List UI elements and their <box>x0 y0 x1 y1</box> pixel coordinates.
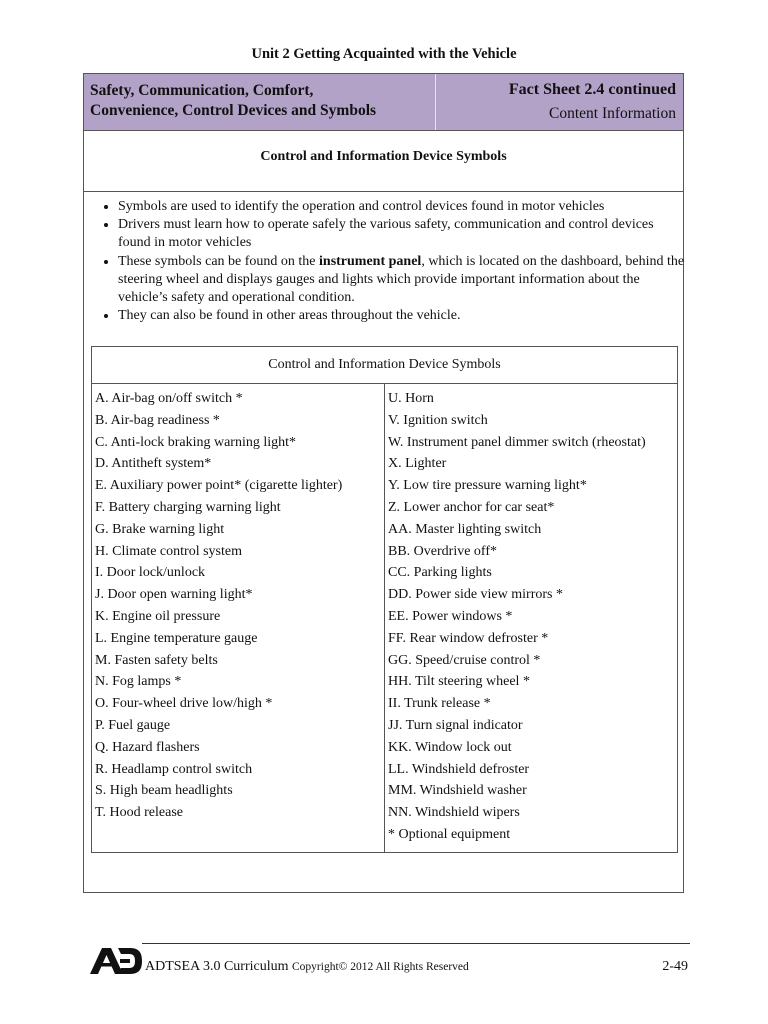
symbol-list-item: II. Trunk release * <box>388 696 491 712</box>
footer-rule <box>142 943 690 944</box>
symbol-list-item: GG. Speed/cruise control * <box>388 652 541 668</box>
bullet-text: , which is located on the dashboard, behind the steering wheel and displays gauges and lights which provide important information about the vehicle’s safety and operational condition. <box>118 253 685 306</box>
symbol-list-item: CC. Parking lights <box>388 565 492 581</box>
adtsea-logo <box>90 948 142 974</box>
page-number: 2-49 <box>662 959 688 974</box>
symbol-list-item: B. Air-bag readiness * <box>95 412 220 428</box>
fact-sheet-frame <box>83 73 684 893</box>
symbol-list-item: NN. Windshield wipers <box>388 805 520 821</box>
symbol-list-item: I. Door lock/unlock <box>95 565 206 581</box>
header-topic-line-2: Convenience, Control Devices and Symbols <box>90 102 377 119</box>
symbol-list-item: LL. Windshield defroster <box>388 761 530 777</box>
unit-title: Unit 2 Getting Acquainted with the Vehicle <box>251 46 517 62</box>
bullet-list <box>98 198 688 325</box>
footer-credit <box>145 959 469 975</box>
symbol-list-item: M. Fasten safety belts <box>95 652 218 668</box>
symbols-left-column <box>95 388 381 824</box>
adtsea-logo-mark <box>90 948 142 974</box>
symbol-list-item: S. High beam headlights <box>95 783 233 799</box>
symbol-list-item: L. Engine temperature gauge <box>95 630 258 646</box>
symbol-list-item: FF. Rear window defroster * <box>388 630 549 646</box>
symbol-list-item: X. Lighter <box>388 456 447 472</box>
symbol-list-item: F. Battery charging warning light <box>95 499 281 515</box>
symbol-list-item: O. Four-wheel drive low/high * <box>95 696 273 712</box>
symbol-list-item: HH. Tilt steering wheel * <box>388 674 530 690</box>
symbol-list-item: N. Fog lamps * <box>95 674 182 690</box>
symbols-table <box>91 346 678 853</box>
content-type-label: Content Information <box>549 105 676 122</box>
symbol-list-item: BB. Overdrive off* <box>388 543 497 559</box>
header-divider <box>435 74 436 130</box>
bullet-text: These symbols can be found on the <box>118 253 320 269</box>
symbols-table-title: Control and Information Device Symbols <box>92 347 677 384</box>
symbol-list-item: * Optional equipment <box>388 826 511 842</box>
header-topic-line-1: Safety, Communication, Comfort, <box>90 82 314 99</box>
instrument-panel-term: instrument panel <box>319 253 422 269</box>
symbol-list-item: JJ. Turn signal indicator <box>388 717 523 733</box>
copyright-notice: Copyright© 2012 All Rights Reserved <box>292 961 469 973</box>
section-title-band <box>84 130 683 192</box>
symbol-list-item: DD. Power side view mirrors * <box>388 587 563 603</box>
symbol-list-item: A. Air-bag on/off switch * <box>95 391 243 406</box>
symbol-list-item: C. Anti-lock braking warning light* <box>95 434 297 450</box>
bullet-item: • Symbols are used to identify the operation and control devices found in motor vehicles <box>118 198 688 216</box>
bullet-item: • Drivers must learn how to operate safely the various safety, communication and control devices found in motor vehicles <box>118 216 688 252</box>
symbol-list-item: KK. Window lock out <box>388 739 512 755</box>
column-divider <box>384 383 385 852</box>
symbol-list-item: T. Hood release <box>95 805 183 821</box>
symbol-list-item: R. Headlamp control switch <box>95 761 253 777</box>
symbol-list-item: D. Antitheft system* <box>95 456 212 472</box>
symbol-list-item: Y. Low tire pressure warning light* <box>388 478 587 494</box>
symbol-list-item: E. Auxiliary power point* (cigarette lighter) <box>95 478 343 494</box>
symbol-list-item: AA. Master lighting switch <box>388 521 542 537</box>
symbol-list-item: G. Brake warning light <box>95 521 225 537</box>
symbol-list-item: P. Fuel gauge <box>95 717 171 733</box>
symbol-list-item: Q. Hazard flashers <box>95 739 200 755</box>
symbol-list-item: K. Engine oil pressure <box>95 608 221 624</box>
symbol-list-item: H. Climate control system <box>95 543 242 559</box>
symbol-list-item: J. Door open warning light* <box>95 587 253 603</box>
symbols-right-column <box>388 388 674 846</box>
fact-sheet-number: Fact Sheet 2.4 continued <box>508 81 676 98</box>
header-topic <box>90 81 430 121</box>
symbol-list-item: MM. Windshield washer <box>388 783 527 799</box>
fact-sheet-header <box>84 74 683 131</box>
symbol-list-item: W. Instrument panel dimmer switch (rheostat) <box>388 434 646 450</box>
symbol-list-item: V. Ignition switch <box>388 412 488 428</box>
curriculum-name: ADTSEA 3.0 Curriculum <box>145 959 289 974</box>
symbol-list-item: Z. Lower anchor for car seat* <box>388 499 555 515</box>
section-title: Control and Information Device Symbols <box>260 149 507 164</box>
symbol-list-item: U. Horn <box>388 391 434 406</box>
bullet-item <box>118 253 688 308</box>
symbol-list-item: EE. Power windows * <box>388 608 513 624</box>
bullet-item: • They can also be found in other areas throughout the vehicle. <box>118 307 688 325</box>
